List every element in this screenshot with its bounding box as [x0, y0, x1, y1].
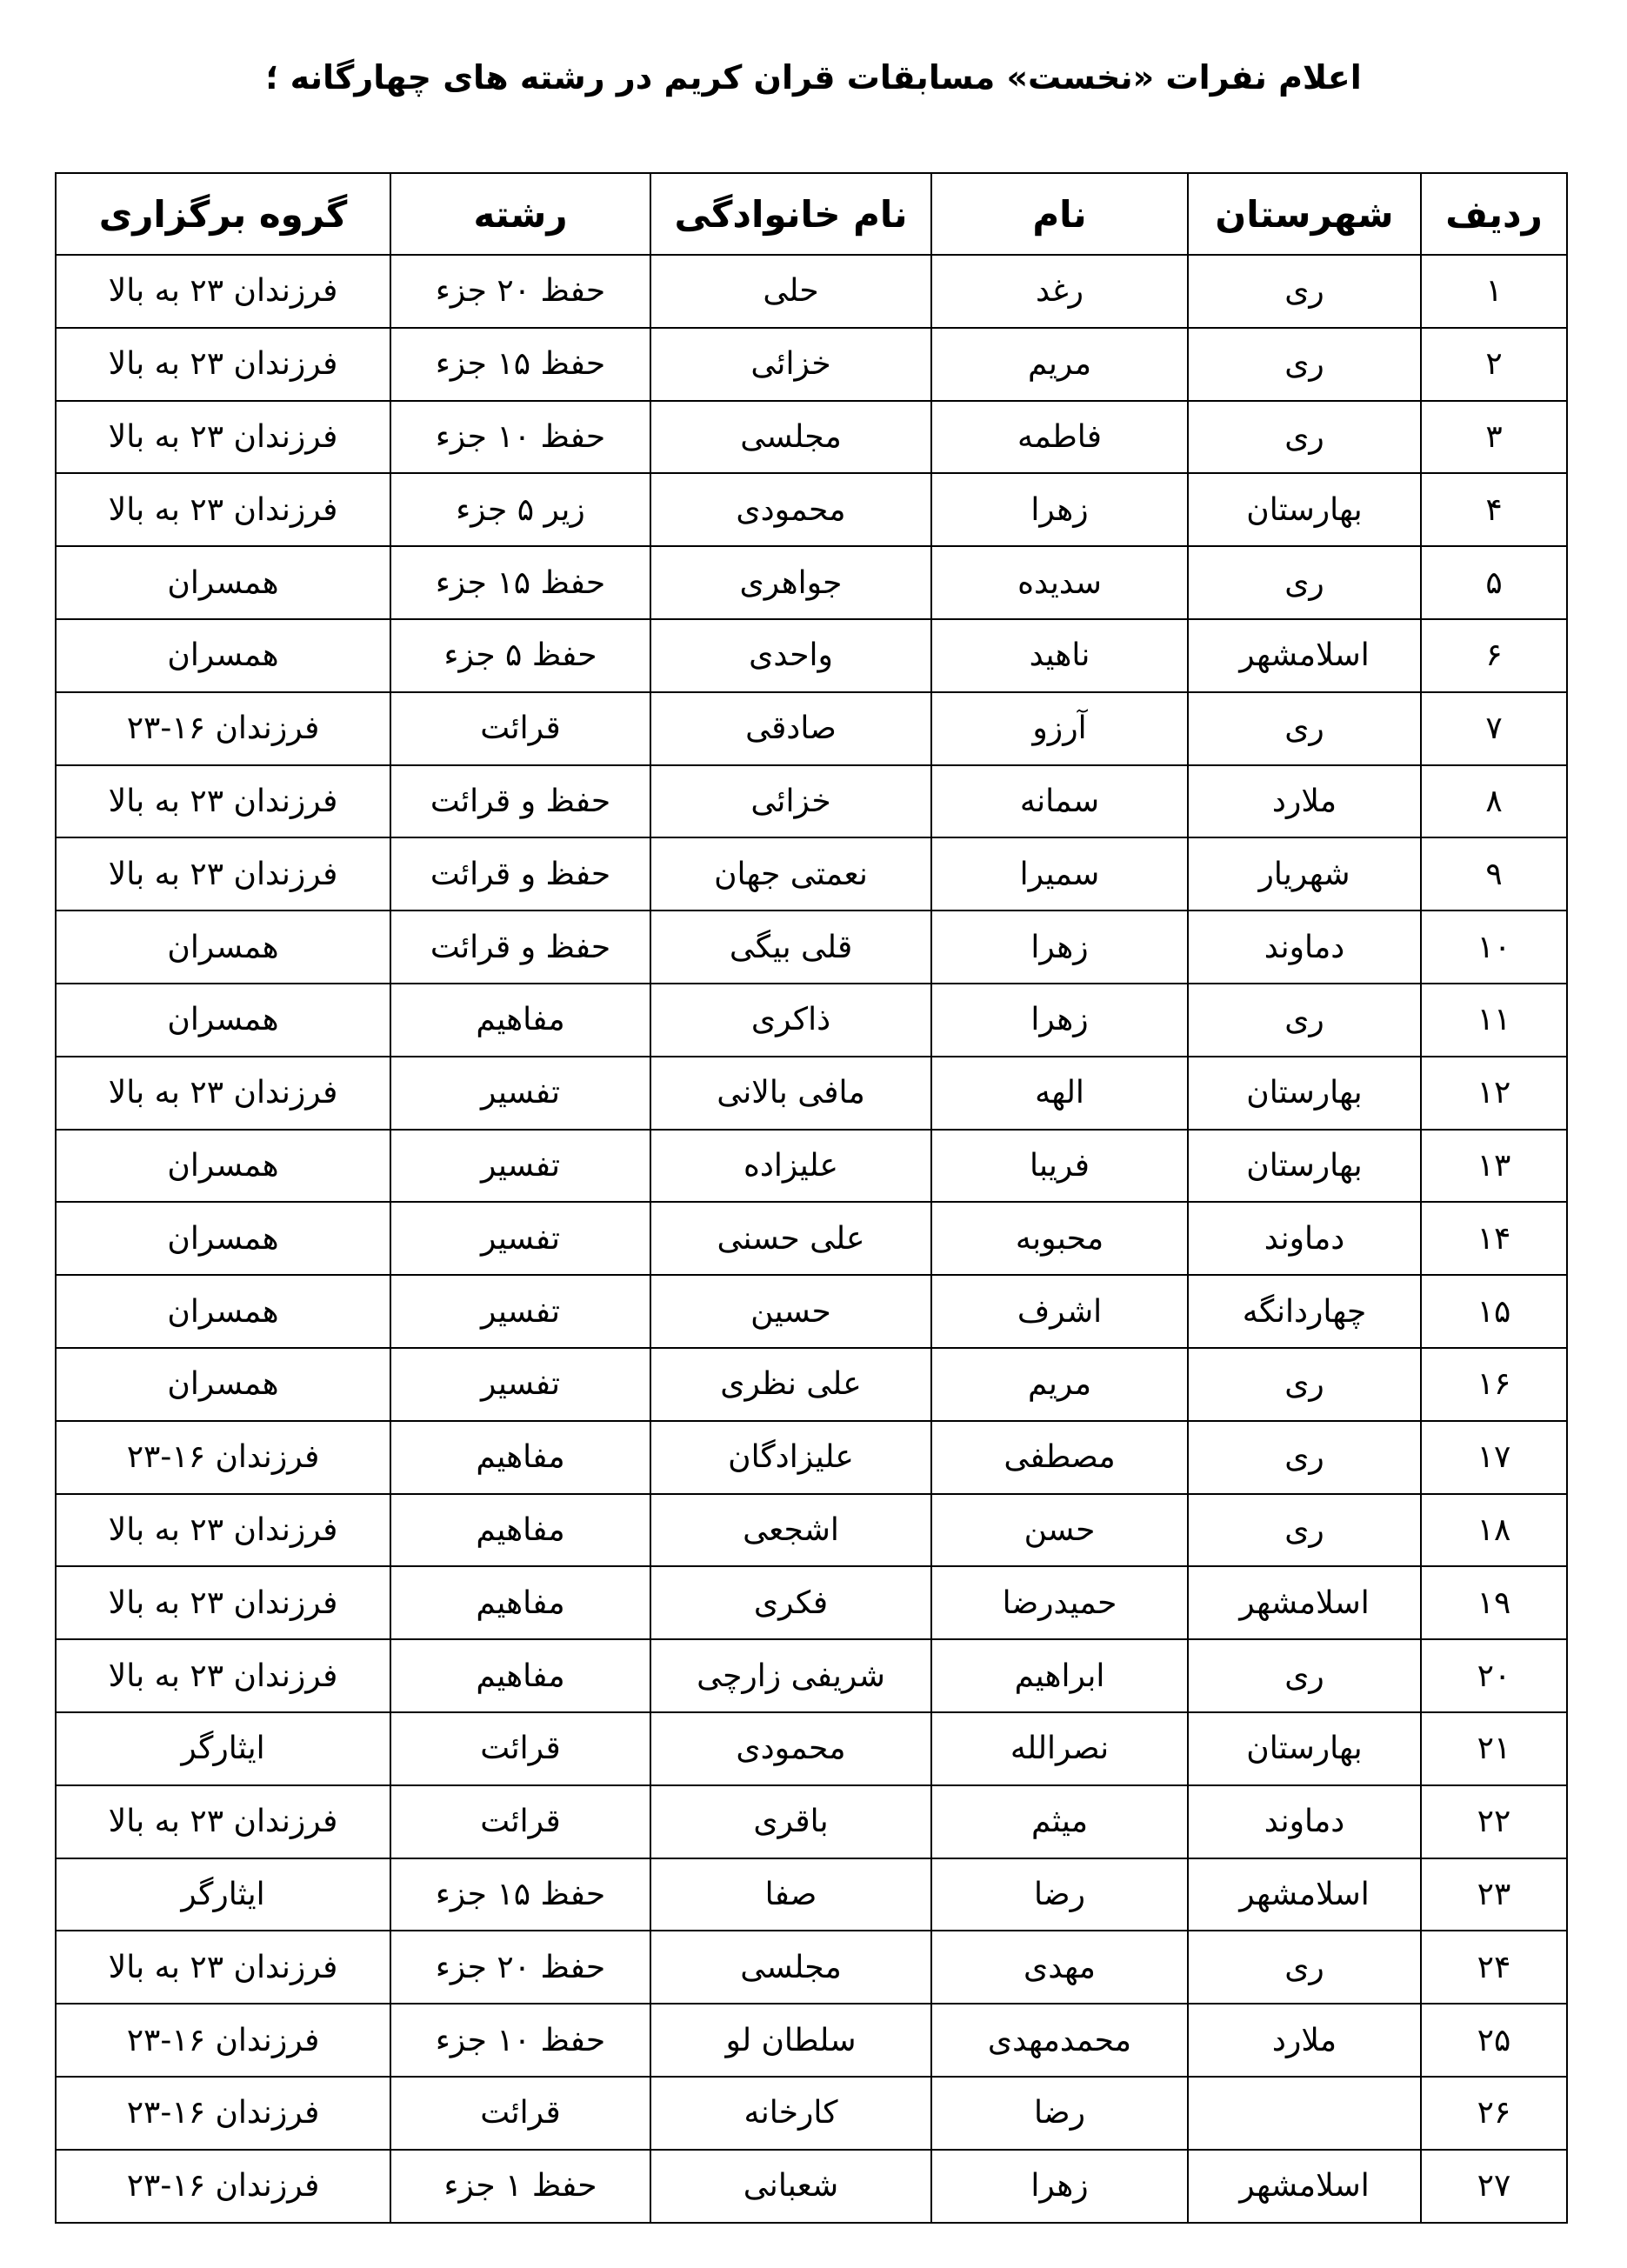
cell-first-name: سمیرا: [931, 837, 1188, 911]
table-row: [56, 401, 1567, 474]
cell-field: تفسیر: [390, 1057, 650, 1130]
cell-field: مفاهیم: [390, 1494, 650, 1567]
winners-table: [55, 172, 1568, 2224]
cell-last-name: صفا: [650, 1858, 931, 1931]
cell-row-number: ۲۲: [1421, 1785, 1567, 1858]
cell-last-name: مجلسی: [650, 401, 931, 474]
cell-row-number: ۲: [1421, 328, 1567, 401]
cell-first-name: رضا: [931, 2077, 1188, 2150]
cell-row-number: ۸: [1421, 765, 1567, 838]
cell-group: فرزندان ۲۳ به بالا: [56, 837, 390, 911]
cell-first-name: سمانه: [931, 765, 1188, 838]
cell-row-number: ۱۹: [1421, 1566, 1567, 1639]
cell-first-name: مهدی: [931, 1931, 1188, 2004]
cell-group: فرزندان ۱۶-۲۳: [56, 2150, 390, 2223]
cell-last-name: حسین: [650, 1275, 931, 1348]
cell-city: اسلامشهر: [1188, 1858, 1421, 1931]
table-row: [56, 2150, 1567, 2223]
cell-city: چهاردانگه: [1188, 1275, 1421, 1348]
table-row: [56, 1858, 1567, 1931]
cell-group: فرزندان ۱۶-۲۳: [56, 2077, 390, 2150]
cell-group: فرزندان ۱۶-۲۳: [56, 692, 390, 765]
cell-last-name: محمودی: [650, 1712, 931, 1785]
cell-group: فرزندان ۲۳ به بالا: [56, 1931, 390, 2004]
cell-group: فرزندان ۲۳ به بالا: [56, 1494, 390, 1567]
cell-field: تفسیر: [390, 1130, 650, 1203]
cell-first-name: نصرالله: [931, 1712, 1188, 1785]
cell-group: فرزندان ۲۳ به بالا: [56, 1639, 390, 1712]
cell-field: حفظ و قرائت: [390, 765, 650, 838]
cell-city: بهارستان: [1188, 1130, 1421, 1203]
cell-field: حفظ ۲۰ جزء: [390, 255, 650, 328]
cell-last-name: محمودی: [650, 473, 931, 546]
cell-city: ری: [1188, 1421, 1421, 1494]
cell-row-number: ۶: [1421, 619, 1567, 692]
cell-group: فرزندان ۱۶-۲۳: [56, 2004, 390, 2077]
cell-city: بهارستان: [1188, 1712, 1421, 1785]
cell-field: حفظ ۱۵ جزء: [390, 1858, 650, 1931]
cell-last-name: جواهری: [650, 546, 931, 619]
cell-last-name: اشجعی: [650, 1494, 931, 1567]
cell-first-name: زهرا: [931, 2150, 1188, 2223]
cell-field: مفاهیم: [390, 1639, 650, 1712]
cell-group: فرزندان ۱۶-۲۳: [56, 1421, 390, 1494]
cell-last-name: ذاکری: [650, 984, 931, 1057]
table-row: [56, 619, 1567, 692]
cell-last-name: باقری: [650, 1785, 931, 1858]
cell-last-name: علیزادگان: [650, 1421, 931, 1494]
cell-field: حفظ ۱۵ جزء: [390, 328, 650, 401]
cell-field: مفاهیم: [390, 1566, 650, 1639]
cell-field: حفظ و قرائت: [390, 911, 650, 984]
cell-city: شهریار: [1188, 837, 1421, 911]
page-title: اعلام نفرات «نخست» مسابقات قران کریم در رشته های چهارگانه ؛: [265, 58, 1362, 97]
cell-field: حفظ ۲۰ جزء: [390, 1931, 650, 2004]
table-row: [56, 911, 1567, 984]
cell-row-number: ۴: [1421, 473, 1567, 546]
cell-group: همسران: [56, 911, 390, 984]
cell-row-number: ۱۳: [1421, 1130, 1567, 1203]
cell-group: فرزندان ۲۳ به بالا: [56, 328, 390, 401]
cell-field: حفظ و قرائت: [390, 837, 650, 911]
cell-first-name: رغد: [931, 255, 1188, 328]
table-row: [56, 1275, 1567, 1348]
cell-last-name: سلطان لو: [650, 2004, 931, 2077]
table-row: [56, 546, 1567, 619]
cell-field: زیر ۵ جزء: [390, 473, 650, 546]
cell-first-name: ابراهیم: [931, 1639, 1188, 1712]
cell-city: ملارد: [1188, 2004, 1421, 2077]
cell-last-name: شعبانی: [650, 2150, 931, 2223]
table-row: [56, 328, 1567, 401]
cell-first-name: الهه: [931, 1057, 1188, 1130]
cell-group: فرزندان ۲۳ به بالا: [56, 473, 390, 546]
cell-field: تفسیر: [390, 1348, 650, 1421]
cell-first-name: فاطمه: [931, 401, 1188, 474]
cell-first-name: مصطفی: [931, 1421, 1188, 1494]
cell-field: قرائت: [390, 1785, 650, 1858]
cell-city: ری: [1188, 401, 1421, 474]
cell-city: اسلامشهر: [1188, 1566, 1421, 1639]
cell-group: فرزندان ۲۳ به بالا: [56, 765, 390, 838]
cell-row-number: ۱۷: [1421, 1421, 1567, 1494]
cell-first-name: رضا: [931, 1858, 1188, 1931]
cell-row-number: ۹: [1421, 837, 1567, 911]
cell-last-name: صادقی: [650, 692, 931, 765]
cell-row-number: ۲۱: [1421, 1712, 1567, 1785]
cell-city: [1188, 2077, 1421, 2150]
header-field: رشته: [390, 173, 650, 255]
cell-field: حفظ ۱۵ جزء: [390, 546, 650, 619]
cell-city: ری: [1188, 1494, 1421, 1567]
header-first-name: نام: [931, 173, 1188, 255]
cell-row-number: ۱: [1421, 255, 1567, 328]
table-row: [56, 1639, 1567, 1712]
cell-first-name: محمدمهدی: [931, 2004, 1188, 2077]
table-row: [56, 1494, 1567, 1567]
cell-row-number: ۱۶: [1421, 1348, 1567, 1421]
cell-field: مفاهیم: [390, 984, 650, 1057]
table-body: [56, 255, 1567, 2223]
cell-field: تفسیر: [390, 1275, 650, 1348]
cell-field: تفسیر: [390, 1202, 650, 1275]
header-city: شهرستان: [1188, 173, 1421, 255]
cell-row-number: ۱۰: [1421, 911, 1567, 984]
cell-row-number: ۱۲: [1421, 1057, 1567, 1130]
table-row: [56, 2004, 1567, 2077]
cell-city: ری: [1188, 255, 1421, 328]
cell-city: ری: [1188, 546, 1421, 619]
cell-city: ری: [1188, 1639, 1421, 1712]
cell-city: دماوند: [1188, 1785, 1421, 1858]
table-row: [56, 1785, 1567, 1858]
cell-row-number: ۲۵: [1421, 2004, 1567, 2077]
cell-first-name: اشرف: [931, 1275, 1188, 1348]
cell-first-name: زهرا: [931, 473, 1188, 546]
cell-row-number: ۳: [1421, 401, 1567, 474]
cell-group: ایثارگر: [56, 1712, 390, 1785]
cell-city: ری: [1188, 984, 1421, 1057]
cell-field: حفظ ۱۰ جزء: [390, 401, 650, 474]
table-row: [56, 984, 1567, 1057]
table-row: [56, 1566, 1567, 1639]
cell-group: همسران: [56, 1275, 390, 1348]
cell-first-name: مریم: [931, 328, 1188, 401]
cell-first-name: مریم: [931, 1348, 1188, 1421]
cell-field: قرائت: [390, 1712, 650, 1785]
table-row: [56, 837, 1567, 911]
cell-last-name: مافی بالانی: [650, 1057, 931, 1130]
cell-group: فرزندان ۲۳ به بالا: [56, 1566, 390, 1639]
cell-group: فرزندان ۲۳ به بالا: [56, 255, 390, 328]
cell-field: حفظ ۱ جزء: [390, 2150, 650, 2223]
cell-group: همسران: [56, 1130, 390, 1203]
header-group: گروه برگزاری: [56, 173, 390, 255]
cell-first-name: سدیده: [931, 546, 1188, 619]
cell-group: همسران: [56, 546, 390, 619]
cell-first-name: حسن: [931, 1494, 1188, 1567]
cell-last-name: فکری: [650, 1566, 931, 1639]
cell-group: همسران: [56, 1202, 390, 1275]
cell-last-name: واحدی: [650, 619, 931, 692]
cell-last-name: کارخانه: [650, 2077, 931, 2150]
cell-row-number: ۱۸: [1421, 1494, 1567, 1567]
cell-city: اسلامشهر: [1188, 2150, 1421, 2223]
cell-city: بهارستان: [1188, 473, 1421, 546]
table-header-row: [56, 173, 1567, 255]
table-row: [56, 765, 1567, 838]
table-row: [56, 2077, 1567, 2150]
cell-field: حفظ ۵ جزء: [390, 619, 650, 692]
cell-row-number: ۱۱: [1421, 984, 1567, 1057]
cell-group: فرزندان ۲۳ به بالا: [56, 1057, 390, 1130]
cell-row-number: ۱۴: [1421, 1202, 1567, 1275]
cell-last-name: علی حسنی: [650, 1202, 931, 1275]
table-row: [56, 1130, 1567, 1203]
cell-row-number: ۲۶: [1421, 2077, 1567, 2150]
table-row: [56, 1057, 1567, 1130]
cell-last-name: مجلسی: [650, 1931, 931, 2004]
table-row: [56, 1348, 1567, 1421]
cell-field: قرائت: [390, 692, 650, 765]
cell-city: ری: [1188, 328, 1421, 401]
cell-first-name: زهرا: [931, 984, 1188, 1057]
table-row: [56, 1931, 1567, 2004]
cell-group: فرزندان ۲۳ به بالا: [56, 401, 390, 474]
cell-last-name: نعمتی جهان: [650, 837, 931, 911]
cell-field: مفاهیم: [390, 1421, 650, 1494]
cell-city: بهارستان: [1188, 1057, 1421, 1130]
cell-city: ری: [1188, 692, 1421, 765]
cell-field: قرائت: [390, 2077, 650, 2150]
cell-group: فرزندان ۲۳ به بالا: [56, 1785, 390, 1858]
cell-last-name: شریفی زارچی: [650, 1639, 931, 1712]
cell-city: ری: [1188, 1931, 1421, 2004]
cell-last-name: علیزاده: [650, 1130, 931, 1203]
cell-row-number: ۲۳: [1421, 1858, 1567, 1931]
table-row: [56, 692, 1567, 765]
cell-first-name: ناهید: [931, 619, 1188, 692]
cell-field: حفظ ۱۰ جزء: [390, 2004, 650, 2077]
header-row-number: ردیف: [1421, 173, 1567, 255]
cell-group: همسران: [56, 1348, 390, 1421]
cell-city: اسلامشهر: [1188, 619, 1421, 692]
cell-row-number: ۱۵: [1421, 1275, 1567, 1348]
cell-group: ایثارگر: [56, 1858, 390, 1931]
cell-first-name: حمیدرضا: [931, 1566, 1188, 1639]
table-row: [56, 255, 1567, 328]
cell-first-name: آرزو: [931, 692, 1188, 765]
cell-first-name: میثم: [931, 1785, 1188, 1858]
table-row: [56, 1712, 1567, 1785]
cell-group: همسران: [56, 619, 390, 692]
cell-last-name: حلی: [650, 255, 931, 328]
cell-row-number: ۲۴: [1421, 1931, 1567, 2004]
table-row: [56, 1421, 1567, 1494]
table-row: [56, 1202, 1567, 1275]
cell-group: همسران: [56, 984, 390, 1057]
cell-last-name: علی نظری: [650, 1348, 931, 1421]
cell-first-name: فریبا: [931, 1130, 1188, 1203]
cell-first-name: زهرا: [931, 911, 1188, 984]
cell-first-name: محبوبه: [931, 1202, 1188, 1275]
table-row: [56, 473, 1567, 546]
cell-city: دماوند: [1188, 1202, 1421, 1275]
cell-city: دماوند: [1188, 911, 1421, 984]
cell-row-number: ۲۷: [1421, 2150, 1567, 2223]
cell-row-number: ۵: [1421, 546, 1567, 619]
cell-last-name: قلی بیگی: [650, 911, 931, 984]
cell-city: ملارد: [1188, 765, 1421, 838]
header-last-name: نام خانوادگی: [650, 173, 931, 255]
cell-row-number: ۲۰: [1421, 1639, 1567, 1712]
cell-city: ری: [1188, 1348, 1421, 1421]
cell-row-number: ۷: [1421, 692, 1567, 765]
cell-last-name: خزائی: [650, 765, 931, 838]
cell-last-name: خزائی: [650, 328, 931, 401]
